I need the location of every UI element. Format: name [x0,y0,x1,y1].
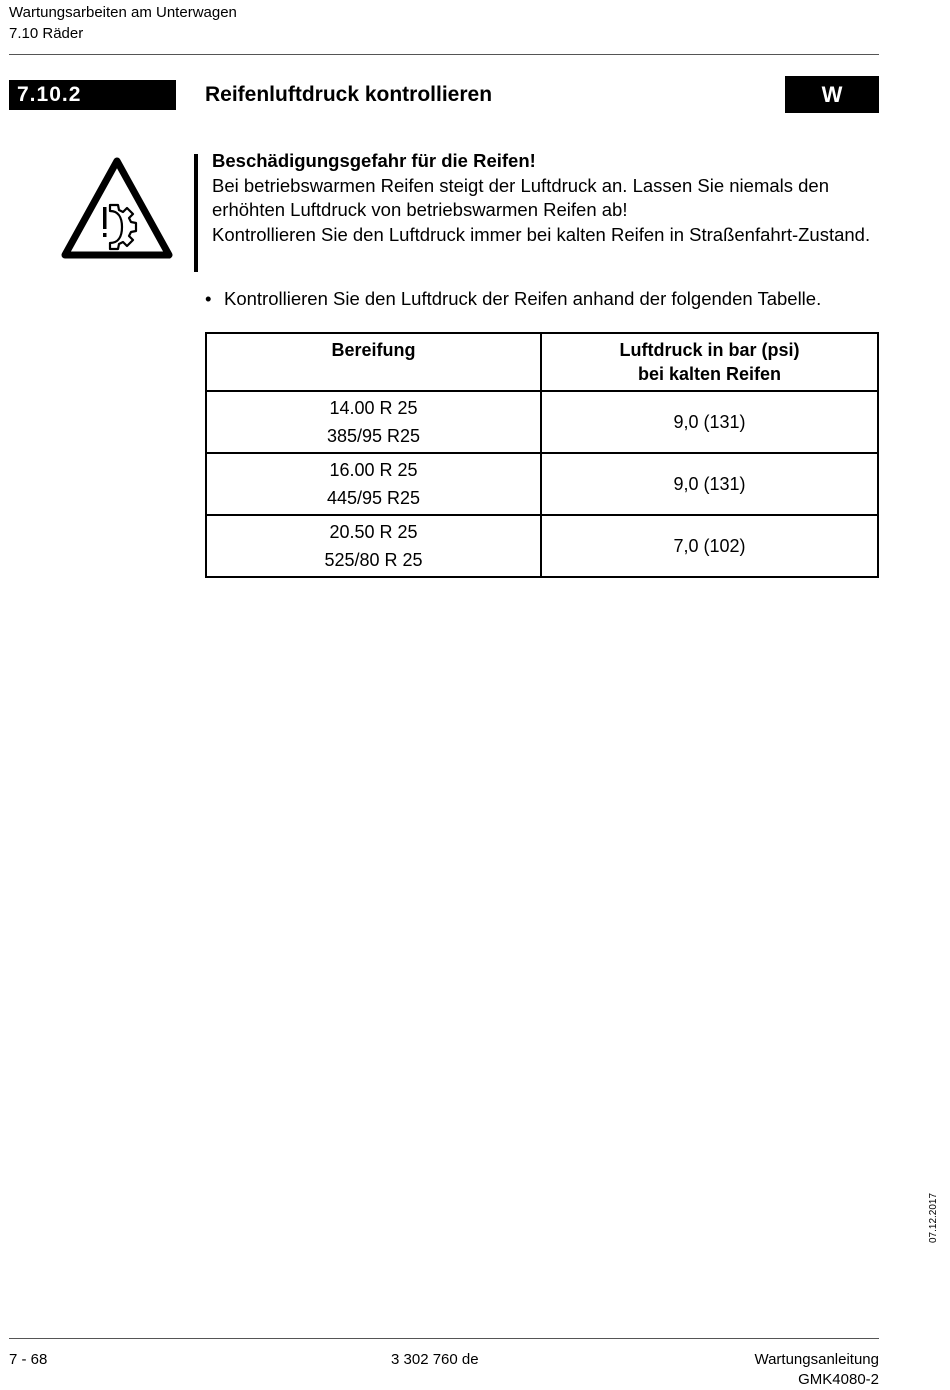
table-row [206,515,878,577]
column-header-pressure-line2: bei kalten Reifen [637,364,782,384]
footer-page-number: 7 - 68 [9,1351,48,1368]
section-badge: W [785,76,879,113]
tire-cell [206,453,541,515]
footer-manual-line2: GMK4080-2 [798,1371,879,1388]
tire-pressure-table [205,332,879,578]
warning-text-1: Bei betriebswarmen Reifen steigt der Luftdruck an. Lassen Sie niemals den erhöhten Luftdruck von betriebswarmen Reifen ab! [212,174,830,220]
column-header-tires: Bereifung [206,333,541,391]
tire-size: 14.00 R 25 [329,398,418,418]
print-date: 07.12.2017 [928,1192,939,1243]
instruction-text: Kontrollieren Sie den Luftdruck der Reifen anhand der folgenden Tabelle. [224,288,822,309]
tire-size: 445/95 R25 [326,488,421,508]
table-row [206,453,878,515]
pressure-cell: 9,0 (131) [541,391,878,453]
instruction-item [205,287,885,311]
tire-cell [206,515,541,577]
section-number: 7.10.2 [9,80,176,110]
tire-size: 20.50 R 25 [329,522,418,542]
tire-size: 16.00 R 25 [329,460,418,480]
pressure-cell: 7,0 (102) [541,515,878,577]
table-row [206,391,878,453]
warning-title: Beschädigungsgefahr für die Reifen! [212,150,536,171]
warning-bar [194,154,198,272]
warning-triangle-gear-icon [60,155,175,261]
pressure-cell: 9,0 (131) [541,453,878,515]
bullet-icon: • [205,288,212,309]
footer-manual-title [754,1350,879,1390]
footer-manual-line1: Wartungsanleitung [754,1351,879,1368]
footer-divider [9,1338,879,1339]
section-title: Reifenluftdruck kontrollieren [205,83,493,106]
tire-size: 525/80 R 25 [324,550,423,570]
header-chapter: Wartungsarbeiten am Unterwagen [9,4,237,21]
tire-cell [206,391,541,453]
warning-block [212,149,884,247]
table-header-row [206,333,878,391]
warning-text-2: Kontrollieren Sie den Luftdruck immer bei kalten Reifen in Straßenfahrt-Zustand. [212,223,871,245]
column-header-pressure [541,333,878,391]
header-section: 7.10 Räder [9,25,84,42]
tire-size: 385/95 R25 [326,426,421,446]
footer-doc-number: 3 302 760 de [391,1351,479,1368]
column-header-pressure-line1: Luftdruck in bar (psi) [619,340,800,360]
header-divider [9,54,879,55]
